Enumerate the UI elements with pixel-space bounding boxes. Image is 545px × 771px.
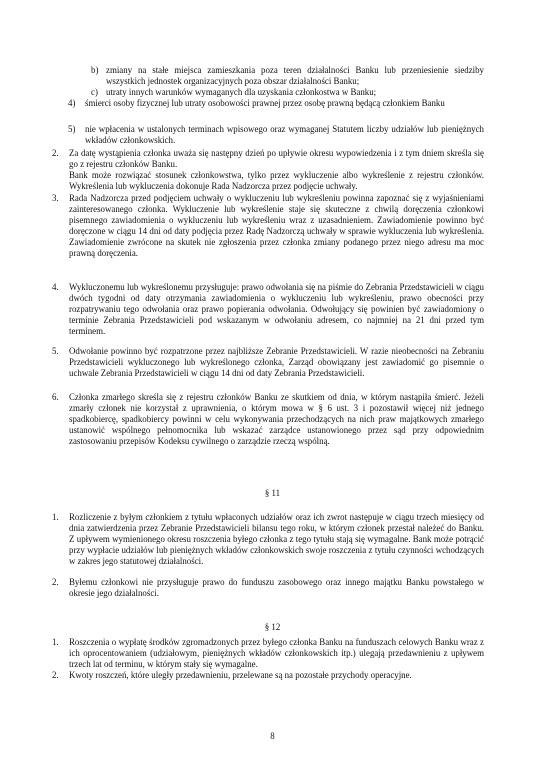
list-label: 2. xyxy=(52,148,59,158)
list-label: c) xyxy=(91,87,98,97)
paragraph-6: Członka zmarłego skreśla się z rejestru członków Banku ze skutkiem od dnia, w którym nastąpiła śmierć. Jeżeli zmarły członek nie korzystał z uprawnienia, o którym mowa w § 6 ust. 3 i pozostawił więcej niż jednego spadkobiercę, spadkobiercy powinni w celu wykonywania przechodzących na nich praw majątkowych zmarłego ustanowić wspólnego pełnomocnika lub wskazać zarządce ustanowionego przez sąd przy odpowiednim zastosowaniu przepisów Kodeksu cywilnego o zarządzie rzeczą wspólną. xyxy=(69,392,484,446)
paragraph-2-continued: Bank może rozwiązać stosunek członkowstwa, tylko przez wykluczenie albo wykreślenie z rejestru członków. Wykreślenia lub wykluczenia dokonuje Rada Nadzorcza przez podjęcie uchwały. xyxy=(69,170,484,191)
paragraph-5: nie wpłacenia w ustalonych terminach wpisowego oraz wymaganej Statutem liczby udziałów lub pieniężnych wkładów członkowskich. xyxy=(85,124,484,145)
paragraph-12-1: Roszczenia o wypłatę środków zgromadzonych przez byłego członka Banku na funduszach celowych Banku wraz z ich oprocentowaniem (udziałowym, pieniężnych wkładów członkowskich itp.) ulegają przedawnieniu z upływem trzech lat od terminu, w którym stały się wymagalne. xyxy=(69,637,484,669)
list-label: 1. xyxy=(52,637,59,647)
paragraph-4-appeal: Wykluczonemu lub wykreślonemu przysługuje: prawo odwołania się na piśmie do Zebrania Przedstawicieli w ciągu dwóch tygodni od daty otrzymania zawiadomienia o wykluczeniu lub wykreśleniu, prawo obecności przy rozpatrywaniu tego odwołania oraz prawo popierania odwołania. Odwołujący się powinien być zawiadomiony o terminie Zebrania Przedstawicieli pod wskazanym w odwołaniu adresem, co najmniej na 21 dni przed tym terminem. xyxy=(69,282,484,336)
list-label: 5) xyxy=(68,124,76,134)
section-heading-11: § 11 xyxy=(264,488,281,498)
list-label: b) xyxy=(91,65,99,75)
paragraph-3: Rada Nadzorcza przed podjęciem uchwały o wykluczeniu lub wykreśleniu powinna zapoznać się z wyjaśnieniami zainteresowanego członka. Wykluczenie lub wykreślenie staje się skuteczne z chwilą doręczenia członkowi pisemnego zawiadomienia o wykluczeniu lub wykreśleniu wraz z uzasadnieniem. Zawiadomienie powinno być doręczone w ciągu 14 dni od daty podjęcia przez Radę Nadzorczą uchwały w sprawie wykluczenia lub wykreślenia. Zawiadomienie zwrócone na skutek nie zgłoszenia przez członka zmiany podanego przez niego adresu ma moc prawną doręczenia. xyxy=(69,193,484,258)
section-heading-12: § 12 xyxy=(264,622,281,632)
list-label: 4. xyxy=(52,282,59,292)
list-label: 3. xyxy=(52,193,59,203)
paragraph-4: śmierci osoby fizycznej lub utraty osobowości prawnej przez osobę prawną będącą członkiem Banku xyxy=(85,98,445,108)
list-label: 4) xyxy=(68,98,76,108)
paragraph-12-2: Kwoty roszczeń, które uległy przedawnieniu, przelewane są na pozostałe przychody operacyjne. xyxy=(69,670,412,680)
list-label: 2. xyxy=(52,670,59,680)
list-label: 2. xyxy=(52,577,59,587)
paragraph-b: zmiany na stałe miejsca zamieszkania poza teren działalności Banku lub przeniesienie siedziby wszystkich jednostek organizacyjnych poza obszar działalności Banku; xyxy=(106,65,484,86)
paragraph-11-1: Rozliczenie z byłym członkiem z tytułu wpłaconych udziałów oraz ich zwrot następuje w ciągu trzech miesięcy od dnia zatwierdzenia przez Zebranie Przedstawicieli bilansu tego roku, w którym członek przestał należeć do Banku. Z upływem wymienionego okresu roszczenia byłego członka z tego tytułu stają się wymagalne. Bank może potrącić przy wypłacie udziałów lub pieniężnych wkładów członkowskich swoje roszczenia z tytułu czynności wchodzących w zakres jego statutowej działalności. xyxy=(69,512,484,566)
page-number: 8 xyxy=(270,731,275,741)
list-label: 1. xyxy=(52,512,59,522)
paragraph-11-2: Byłemu członkowi nie przysługuje prawo do funduszu zasobowego oraz innego majątku Banku powstałego w okresie jego działalności. xyxy=(69,577,484,598)
paragraph-2: Za datę wystąpienia członka uważa się następny dzień po upływie okresu wypowiedzenia i z tym dniem skreśla się go z rejestru członków Banku. xyxy=(69,148,484,169)
list-label: 5. xyxy=(52,346,59,356)
paragraph-c: utraty innych warunków wymaganych dla uzyskania członkostwa w Banku; xyxy=(106,87,377,97)
list-label: 6. xyxy=(52,392,59,402)
paragraph-5-review: Odwołanie powinno być rozpatrzone przez najbliższe Zebranie Przedstawicieli. W razie nieobecności na Zebraniu Przedstawicieli wykluczonego lub wykreślonego członka, Zarząd obowiązany jest zawiadomić go pisemnie o uchwale Zebrania Przedstawicieli w ciągu 14 dni od daty Zebrania Przedstawicieli. xyxy=(69,346,484,378)
